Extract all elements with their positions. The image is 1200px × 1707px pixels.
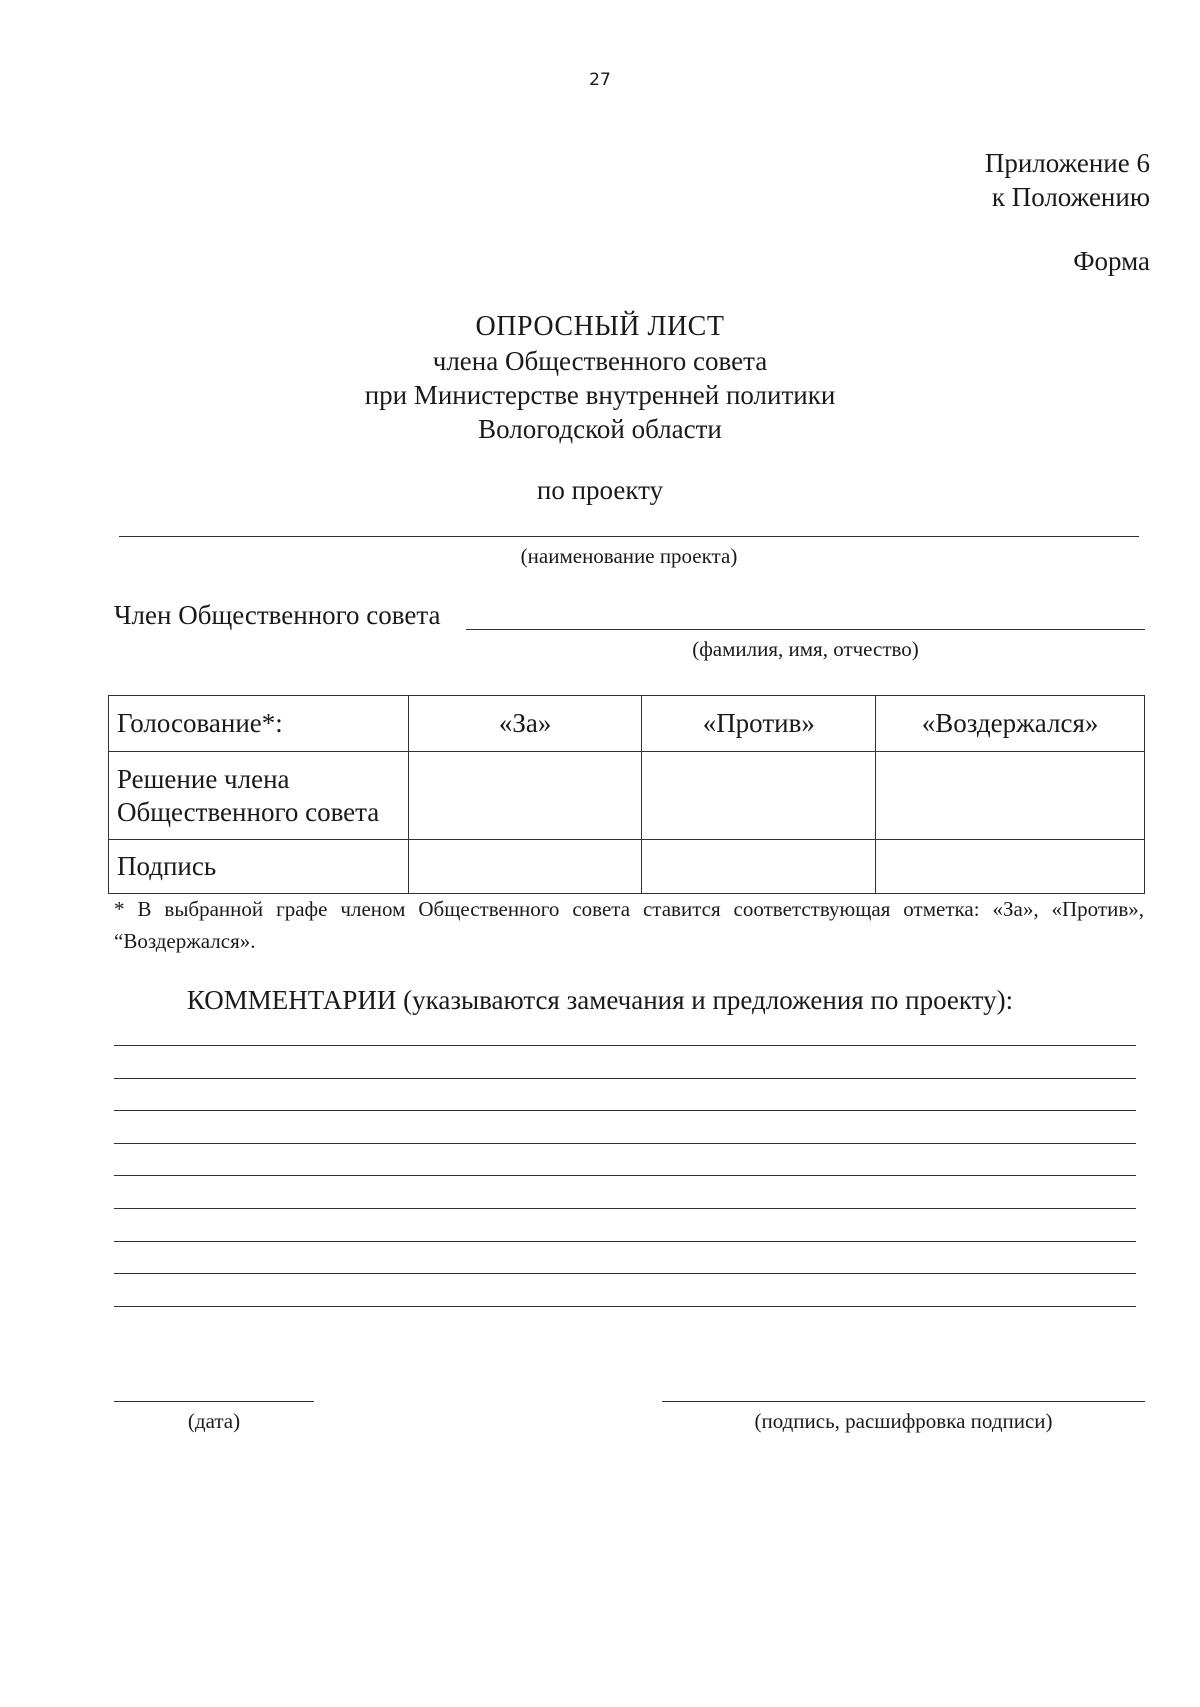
- member-name-field[interactable]: [466, 629, 1145, 630]
- comments-heading: КОММЕНТАРИИ (указываются замечания и предложения по проекту):: [186, 985, 1014, 1015]
- member-name-caption: (фамилия, имя, отчество): [692, 637, 919, 661]
- vote-header-abstain: «Воздержался»: [876, 696, 1145, 752]
- form-label: Форма: [1073, 246, 1150, 276]
- signature-row-label: Подпись: [109, 840, 409, 894]
- vote-header-row: [109, 696, 1145, 752]
- decision-cell-abstain[interactable]: [876, 752, 1145, 840]
- decision-row: [109, 752, 1145, 840]
- vote-header-for: «За»: [408, 696, 642, 752]
- title-line-3: при Министерстве внутренней политики: [364, 380, 836, 410]
- project-name-field[interactable]: [119, 536, 1139, 537]
- vote-table: [108, 695, 1145, 894]
- page-number: 27: [589, 70, 611, 90]
- title-line-2: члена Общественного совета: [432, 346, 768, 376]
- comment-line[interactable]: [114, 1241, 1136, 1242]
- vote-header-label: Голосование*:: [109, 696, 409, 752]
- decision-cell-for[interactable]: [408, 752, 642, 840]
- comment-line[interactable]: [114, 1208, 1136, 1209]
- signature-caption: (подпись, расшифровка подписи): [754, 1409, 1053, 1433]
- date-field[interactable]: [114, 1401, 314, 1402]
- signature-cell-for[interactable]: [408, 840, 642, 894]
- project-name-caption: (наименование проекта): [520, 544, 738, 568]
- vote-header-against: «Против»: [642, 696, 876, 752]
- project-prefix: по проекту: [536, 475, 664, 505]
- appendix-line-2: к Положению: [991, 182, 1150, 212]
- comment-line[interactable]: [114, 1143, 1136, 1144]
- date-caption: (дата): [187, 1409, 241, 1433]
- member-label: Член Общественного совета: [114, 600, 441, 630]
- comment-line[interactable]: [114, 1273, 1136, 1274]
- comment-line[interactable]: [114, 1078, 1136, 1079]
- signature-row: [109, 840, 1145, 894]
- title-main: ОПРОСНЫЙ ЛИСТ: [475, 311, 725, 342]
- decision-cell-against[interactable]: [642, 752, 876, 840]
- decision-label-line-1: Решение члена: [117, 763, 290, 794]
- signature-field[interactable]: [662, 1401, 1145, 1402]
- comment-line[interactable]: [114, 1045, 1136, 1046]
- signature-cell-against[interactable]: [642, 840, 876, 894]
- document-title: [0, 310, 1200, 446]
- appendix-line-1: Приложение 6: [984, 148, 1150, 178]
- decision-label-line-2: Общественного совета: [117, 796, 380, 827]
- signature-cell-abstain[interactable]: [876, 840, 1145, 894]
- decision-row-label: [109, 752, 409, 840]
- comment-line[interactable]: [114, 1175, 1136, 1176]
- comment-line[interactable]: [114, 1110, 1136, 1111]
- appendix-heading: [985, 146, 1150, 214]
- comment-line[interactable]: [114, 1306, 1136, 1307]
- title-line-4: Вологодской области: [478, 414, 722, 444]
- footnote: * В выбранной графе членом Общественного совета ставится соответствующая отметка: «За», «Против», “Воздержался».: [114, 897, 1144, 953]
